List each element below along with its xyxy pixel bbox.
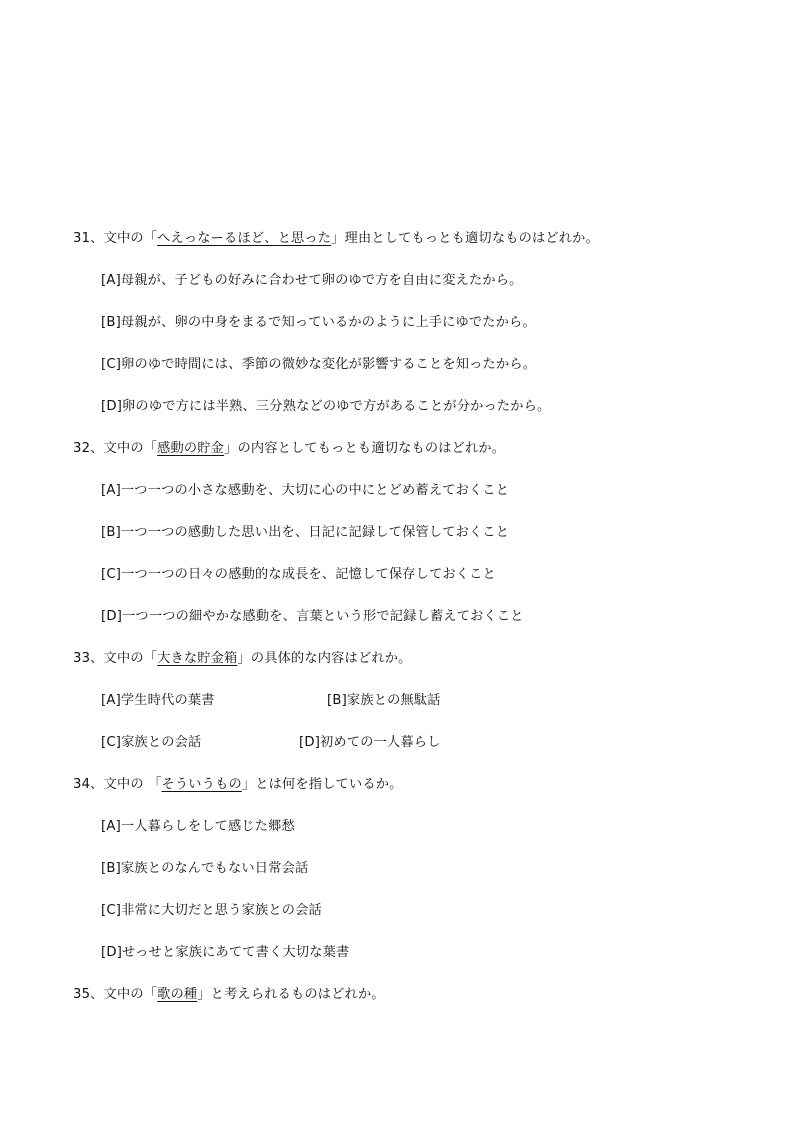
question-33-prefix: 33、文中の「 (73, 651, 158, 666)
question-33-suffix: 」の具体的な内容はどれか。 (237, 651, 412, 666)
question-34-option-a: [A]一人暮らしをして感じた郷愁 (101, 819, 295, 834)
question-32-option-d: [D]一つ一つの細やかな感動を、言葉という形で記録し蓄えておくこと (101, 609, 524, 624)
question-34-option-b: [B]家族とのなんでもない日常会話 (101, 861, 309, 876)
question-34 (73, 776, 403, 794)
question-35-prefix: 35、文中の「 (73, 987, 158, 1002)
question-31-quote: へえっなーるほど、と思った (157, 231, 332, 246)
question-35-suffix: 」と考えられるものはどれか。 (197, 987, 385, 1002)
question-32-option-b: [B]一つ一つの感動した思い出を、日記に記録して保管しておくこと (101, 525, 510, 540)
question-32 (73, 440, 505, 458)
question-35 (73, 986, 385, 1004)
question-33 (73, 650, 412, 668)
question-32-prefix: 32、文中の「 (73, 441, 158, 456)
question-32-option-c: [C]一つ一つの日々の感動的な成長を、記憶して保存しておくこと (101, 567, 496, 582)
question-31-prefix: 31、文中の「 (73, 231, 158, 246)
question-34-quote: そういうもの (161, 777, 242, 792)
question-32-quote: 感動の貯金 (157, 441, 225, 456)
question-34-prefix: 34、文中の 「 (73, 777, 162, 792)
question-31 (73, 230, 599, 248)
question-33-quote: 大きな貯金箱 (157, 651, 238, 666)
question-31-suffix: 」理由としてもっとも適切なものはどれか。 (331, 231, 599, 246)
question-35-quote: 歌の種 (157, 987, 198, 1002)
question-32-suffix: 」の内容としてもっとも適切なものはどれか。 (224, 441, 506, 456)
question-32-option-a: [A]一つ一つの小さな感動を、大切に心の中にとどめ蓄えておくこと (101, 483, 510, 498)
question-33-option-d: [D]初めての一人暮らし (299, 735, 441, 750)
question-31-option-c: [C]卵のゆで時間には、季節の微妙な変化が影響することを知ったから。 (101, 357, 537, 372)
question-34-suffix: 」とは何を指しているか。 (241, 777, 403, 792)
question-34-option-c: [C]非常に大切だと思う家族との会話 (101, 903, 322, 918)
question-34-option-d: [D]せっせと家族にあてて書く大切な葉書 (101, 945, 350, 960)
question-31-option-b: [B]母親が、卵の中身をまるで知っているかのように上手にゆでたから。 (101, 315, 536, 330)
question-33-option-b: [B]家族との無駄話 (327, 693, 441, 708)
question-31-option-a: [A]母親が、子どもの好みに合わせて卵のゆで方を自由に変えたから。 (101, 273, 523, 288)
question-33-option-c: [C]家族との会話 (101, 735, 202, 750)
question-31-option-d: [D]卵のゆで方には半熟、三分熟などのゆで方があることが分かったから。 (101, 399, 551, 414)
question-33-option-a: [A]学生時代の葉書 (101, 693, 215, 708)
